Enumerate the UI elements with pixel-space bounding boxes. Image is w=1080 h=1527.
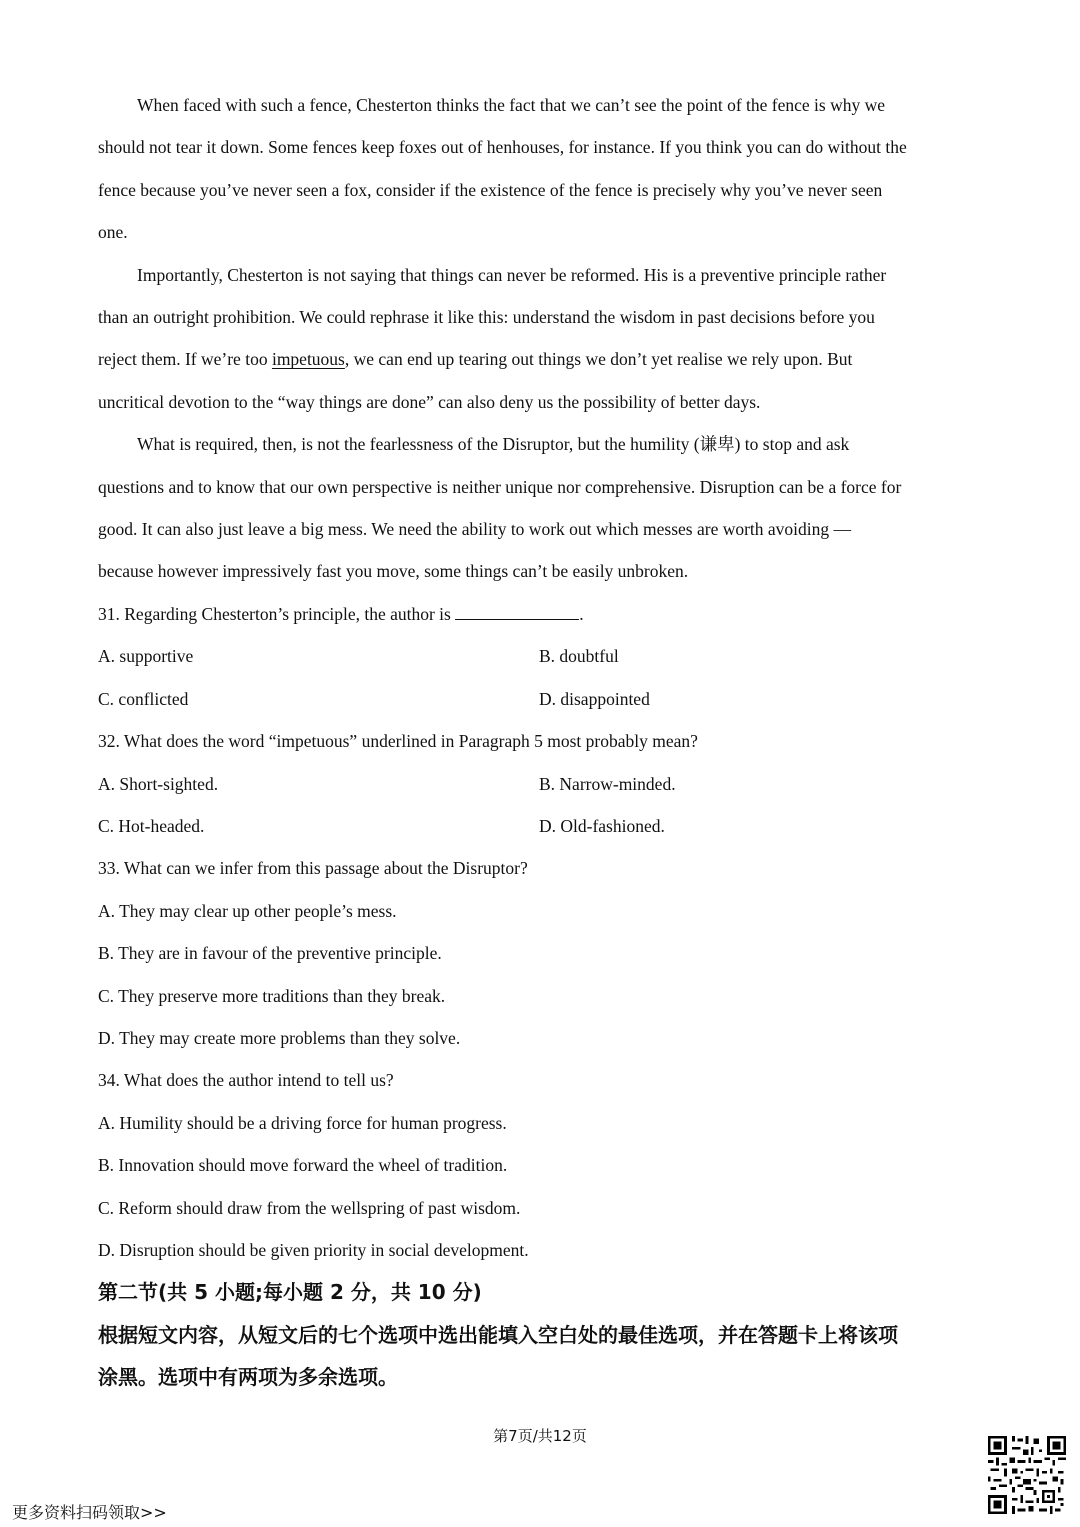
option-row — [98, 763, 980, 805]
bottom-note: 更多资料扫码领取>> — [12, 1503, 167, 1522]
text-line: good. It can also just leave a big mess. We need the ability to work out which messes are worth avoiding — — [98, 519, 852, 540]
text-line — [98, 338, 980, 380]
section-instruction: 根据短文内容，从短文后的七个选项中选出能填入空白处的最佳选项，并在答题卡上将该项 — [98, 1322, 898, 1347]
option-d: D. Disruption should be given priority in social development. — [98, 1239, 529, 1260]
option-c: C. Reform should draw from the wellspring of past wisdom. — [98, 1197, 521, 1218]
page-number: 第7页/共12页 — [493, 1427, 587, 1445]
paragraph-humility — [98, 423, 980, 593]
text-line: one. — [98, 222, 128, 243]
underlined-word: impetuous — [271, 349, 345, 370]
option-c: C. Hot-headed. — [98, 815, 205, 836]
question-stem: 34. What does the author intend to tell us? — [98, 1070, 394, 1091]
exam-page — [98, 84, 980, 1399]
option-row — [98, 805, 980, 847]
option-b: B. They are in favour of the preventive principle. — [98, 943, 442, 964]
question-31 — [98, 593, 980, 720]
text-line: than an outright prohibition. We could rephrase it like this: understand the wisdom in past decisions before you — [98, 307, 875, 328]
option-b: B. Narrow-minded. — [539, 773, 676, 794]
text-line: When faced with such a fence, Chesterton thinks the fact that we can’t see the point of the fence is why we — [137, 95, 886, 115]
text-line: What is required, then, is not the fearlessness of the Disruptor, but the humility (谦卑) to stop and ask — [137, 434, 850, 455]
section-heading: 第二节(共 5 小题;每小题 2 分，共 10 分) — [98, 1280, 482, 1305]
option-a: A. supportive — [98, 646, 194, 667]
option-d: D. Old-fashioned. — [539, 815, 665, 836]
paragraph-fence — [98, 84, 980, 254]
text-segment: , we can end up tearing out things we don’t yet realise we rely upon. But — [344, 349, 853, 370]
text-line: uncritical devotion to the “way things are done” can also deny us the possibility of better days. — [98, 391, 761, 412]
stem-text: 31. Regarding Chesterton’s principle, the author is — [98, 603, 451, 624]
text-segment: reject them. If we’re too — [98, 349, 272, 370]
option-d: D. They may create more problems than they solve. — [98, 1027, 461, 1048]
option-a: A. Short-sighted. — [98, 773, 219, 794]
text-line: Importantly, Chesterton is not saying that things can never be reformed. His is a preventive principle rather — [137, 264, 887, 285]
text-line: fence because you’ve never seen a fox, consider if the existence of the fence is precisely why you’ve never seen — [98, 179, 883, 200]
text-line: because however impressively fast you move, some things can’t be easily unbroken. — [98, 561, 689, 582]
text-line: should not tear it down. Some fences keep foxes out of henhouses, for instance. If you think you can do without the — [98, 137, 907, 158]
question-stem: 33. What can we infer from this passage about the Disruptor? — [98, 858, 528, 879]
question-34 — [98, 1059, 980, 1271]
option-a: A. Humility should be a driving force for human progress. — [98, 1112, 507, 1133]
option-row — [98, 678, 980, 720]
option-b: B. Innovation should move forward the wheel of tradition. — [98, 1155, 508, 1176]
option-a: A. They may clear up other people’s mess. — [98, 900, 397, 921]
paragraph-reform — [98, 254, 980, 424]
option-d: D. disappointed — [539, 688, 650, 709]
question-33 — [98, 847, 980, 1059]
option-row — [98, 635, 980, 677]
answer-blank — [455, 601, 579, 620]
question-stem: 32. What does the word “impetuous” underlined in Paragraph 5 most probably mean? — [98, 731, 698, 752]
section-instruction: 涂黑。选项中有两项为多余选项。 — [98, 1365, 398, 1390]
option-c: C. conflicted — [98, 688, 189, 709]
question-stem — [98, 593, 980, 635]
option-b: B. doubtful — [539, 646, 619, 667]
qr-code-icon — [988, 1436, 1066, 1514]
text-line: questions and to know that our own perspective is neither unique nor comprehensive. Disruption can be a force for — [98, 476, 902, 497]
option-c: C. They preserve more traditions than they break. — [98, 985, 446, 1006]
question-32 — [98, 720, 980, 847]
stem-end: . — [579, 603, 584, 624]
